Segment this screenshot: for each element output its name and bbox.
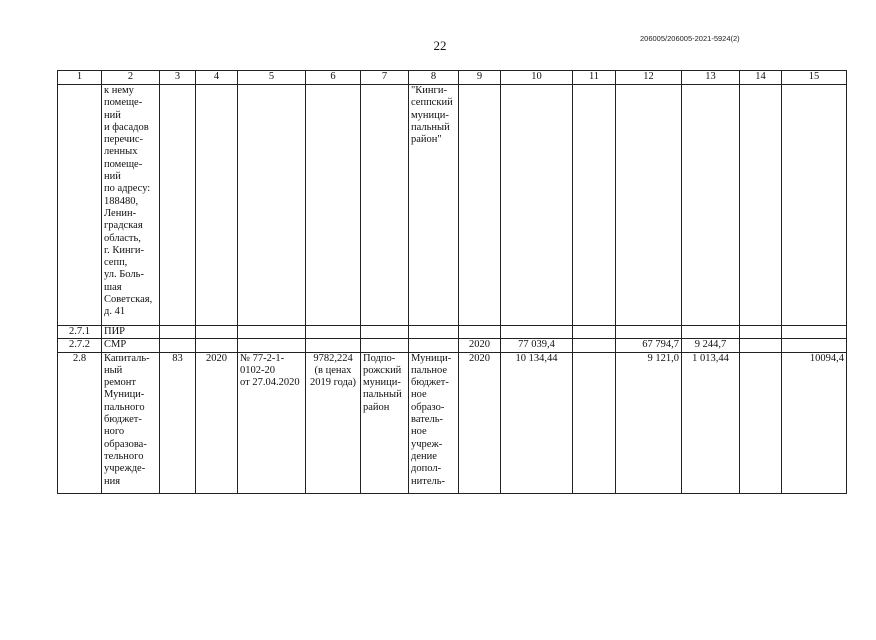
table-cell [306, 85, 361, 326]
table-row [58, 339, 847, 352]
table-cell [160, 326, 196, 339]
table-cell: 9782,224 (в ценах 2019 года) [306, 352, 361, 493]
header-cell: 2 [102, 71, 160, 85]
page-number: 22 [433, 38, 447, 53]
table-cell [573, 339, 616, 352]
table-cell: Муници- пальное бюджет- ное образо- ватель- ное учреж- дение допол- нитель- [409, 352, 459, 493]
table-cell [238, 339, 306, 352]
table-cell [409, 326, 459, 339]
header-row [58, 71, 847, 85]
table-cell: 9 244,7 [682, 339, 740, 352]
table-row [58, 85, 847, 326]
table-cell [782, 339, 847, 352]
header-cell: 10 [501, 71, 573, 85]
table-cell [361, 326, 409, 339]
header-cell: 1 [58, 71, 102, 85]
table-cell: № 77-2-1- 0102-20 от 27.04.2020 [238, 352, 306, 493]
table-row [58, 352, 847, 493]
header-cell: 8 [409, 71, 459, 85]
table-cell: 10094,4 [782, 352, 847, 493]
table-cell [782, 85, 847, 326]
header-cell: 6 [306, 71, 361, 85]
table-cell [573, 352, 616, 493]
table-cell: СМР [102, 339, 160, 352]
document-table [57, 70, 847, 494]
table-cell: 1 013,44 [682, 352, 740, 493]
header-cell: 13 [682, 71, 740, 85]
table-cell [573, 85, 616, 326]
table-cell [459, 85, 501, 326]
document-id: 206005/206005-2021-5924(2) [640, 34, 740, 43]
table-cell [740, 326, 782, 339]
table-cell [196, 326, 238, 339]
table-cell: Капиталь- ный ремонт Муници- пального бюджет- ного образова- тельного учрежде- ния [102, 352, 160, 493]
table-cell: "Кинги- сеппский муници- пальный район" [409, 85, 459, 326]
table-cell [409, 339, 459, 352]
table-cell: 2020 [459, 352, 501, 493]
table-row [58, 326, 847, 339]
table-cell [501, 326, 573, 339]
table-cell [740, 339, 782, 352]
table-cell: Подпо- рожский муници- пальный район [361, 352, 409, 493]
table-cell [238, 85, 306, 326]
table-cell [782, 326, 847, 339]
table-cell [238, 326, 306, 339]
header-cell: 7 [361, 71, 409, 85]
table-cell: ПИР [102, 326, 160, 339]
table-cell [160, 339, 196, 352]
table-cell [682, 326, 740, 339]
table-cell [616, 326, 682, 339]
table-cell: 83 [160, 352, 196, 493]
table-cell [740, 352, 782, 493]
table-cell: к нему помеще- ний и фасадов перечис- ленных помеще- ний по адресу: 188480, Ленин- градская область, г. Кинги- сепп, ул. Боль- шая Советская, д. 41 [102, 85, 160, 326]
table-cell: 2020 [459, 339, 501, 352]
table-cell: 2.8 [58, 352, 102, 493]
table-cell: 2.7.1 [58, 326, 102, 339]
table-cell: 10 134,44 [501, 352, 573, 493]
table-cell [682, 85, 740, 326]
table-cell [306, 339, 361, 352]
table-cell [160, 85, 196, 326]
header-cell: 14 [740, 71, 782, 85]
table-cell [573, 326, 616, 339]
table-cell [459, 326, 501, 339]
table-cell [740, 85, 782, 326]
table-cell: 2020 [196, 352, 238, 493]
header-cell: 4 [196, 71, 238, 85]
header-cell: 15 [782, 71, 847, 85]
header-cell: 11 [573, 71, 616, 85]
table-cell: 67 794,7 [616, 339, 682, 352]
table-cell [306, 326, 361, 339]
table-cell: 9 121,0 [616, 352, 682, 493]
header-cell: 12 [616, 71, 682, 85]
header-cell: 3 [160, 71, 196, 85]
table-cell: 77 039,4 [501, 339, 573, 352]
table-cell [361, 339, 409, 352]
table-cell [616, 85, 682, 326]
header-cell: 9 [459, 71, 501, 85]
table-cell [501, 85, 573, 326]
table-cell [58, 85, 102, 326]
table-cell: 2.7.2 [58, 339, 102, 352]
table-cell [361, 85, 409, 326]
table-cell [196, 339, 238, 352]
header-cell: 5 [238, 71, 306, 85]
table-cell [196, 85, 238, 326]
